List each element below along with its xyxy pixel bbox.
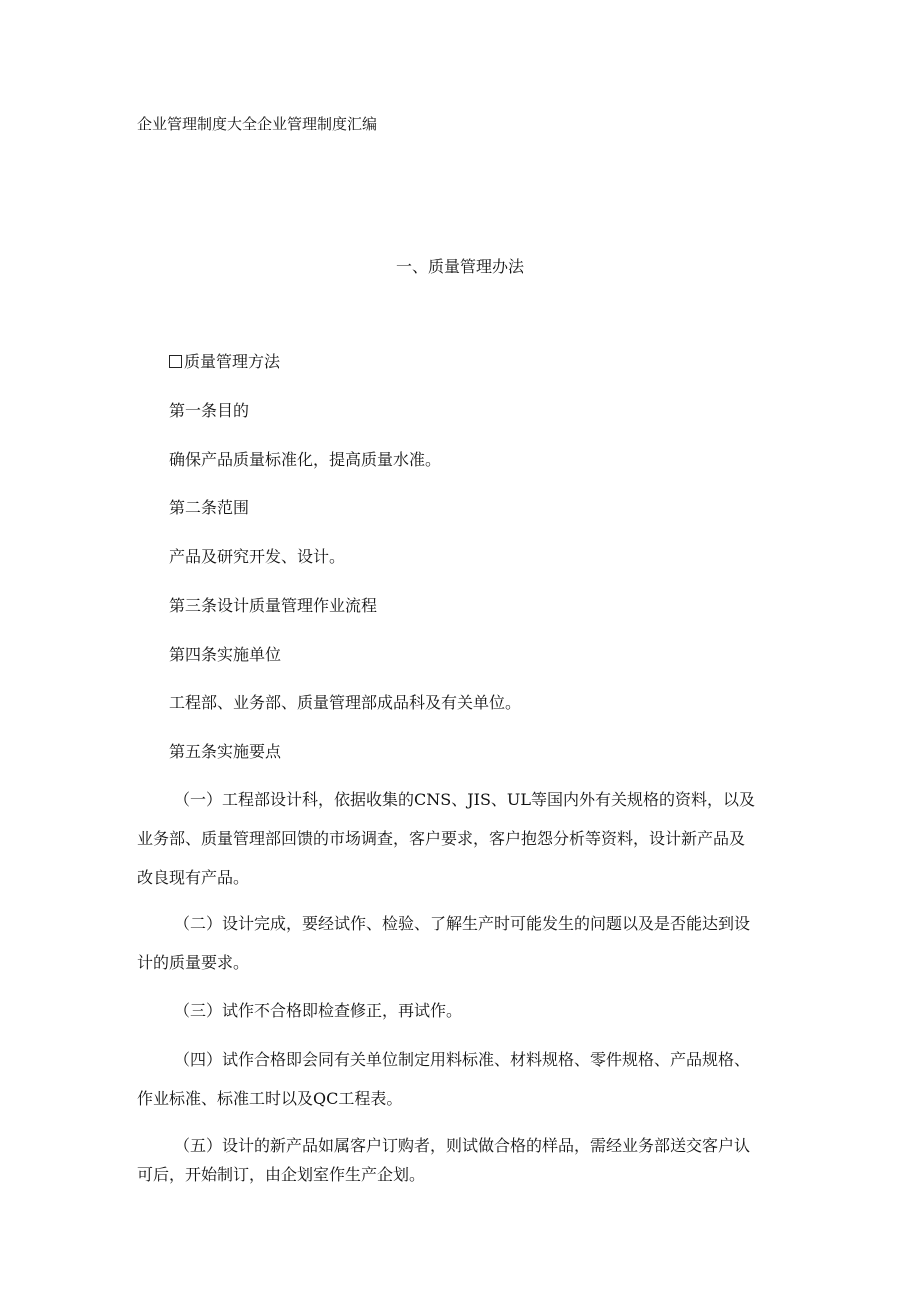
point-4 (137, 1040, 797, 1118)
point-1 (137, 780, 797, 897)
point-1-line: （一）工程部设计科，依据收集的CNS、JIS、UL等国内外有关规格的资料，以及 (174, 790, 756, 809)
document-header: 企业管理制度大全企业管理制度汇编 (137, 115, 378, 133)
article-2-title: 第二条范围 (169, 498, 250, 517)
point-3 (137, 991, 797, 1030)
document-title: 一、质量管理办法 (395, 257, 524, 276)
article-4-title: 第四条实施单位 (169, 645, 282, 664)
point-5 (137, 1131, 797, 1189)
article-1-body: 确保产品质量标准化，提高质量水准。 (169, 450, 442, 469)
article-5-title: 第五条实施要点 (169, 742, 282, 761)
article-2-body: 产品及研究开发、设计。 (169, 547, 346, 566)
article-3-title: 第三条设计质量管理作业流程 (169, 596, 378, 615)
point-2-line: 计的质量要求。 (137, 953, 250, 972)
article-4-body: 工程部、业务部、质量管理部成品科及有关单位。 (169, 693, 522, 712)
point-1-line: 改良现有产品。 (137, 868, 250, 887)
point-3-line: （三）试作不合格即检查修正，再试作。 (174, 1001, 463, 1020)
point-2-line: （二）设计完成，要经试作、检验、了解生产时可能发生的问题以及是否能达到设 (174, 914, 751, 933)
method-heading (169, 350, 280, 374)
checkbox-icon (169, 355, 182, 368)
point-5-line: （五）设计的新产品如属客户订购者，则试做合格的样品，需经业务部送交客户认 (174, 1136, 751, 1155)
article-1-title: 第一条目的 (169, 401, 250, 420)
point-1-line: 业务部、质量管理部回馈的市场调查，客户要求，客户抱怨分析等资料，设计新产品及 (137, 829, 746, 848)
point-4-line: （四）试作合格即会同有关单位制定用料标准、材料规格、零件规格、产品规格、 (174, 1050, 751, 1069)
point-5-line: 可后，开始制订，由企划室作生产企划。 (137, 1165, 426, 1184)
point-2 (137, 904, 797, 982)
point-4-line: 作业标准、标准工时以及QC工程表。 (137, 1089, 403, 1108)
method-heading-text: 质量管理方法 (184, 352, 281, 371)
